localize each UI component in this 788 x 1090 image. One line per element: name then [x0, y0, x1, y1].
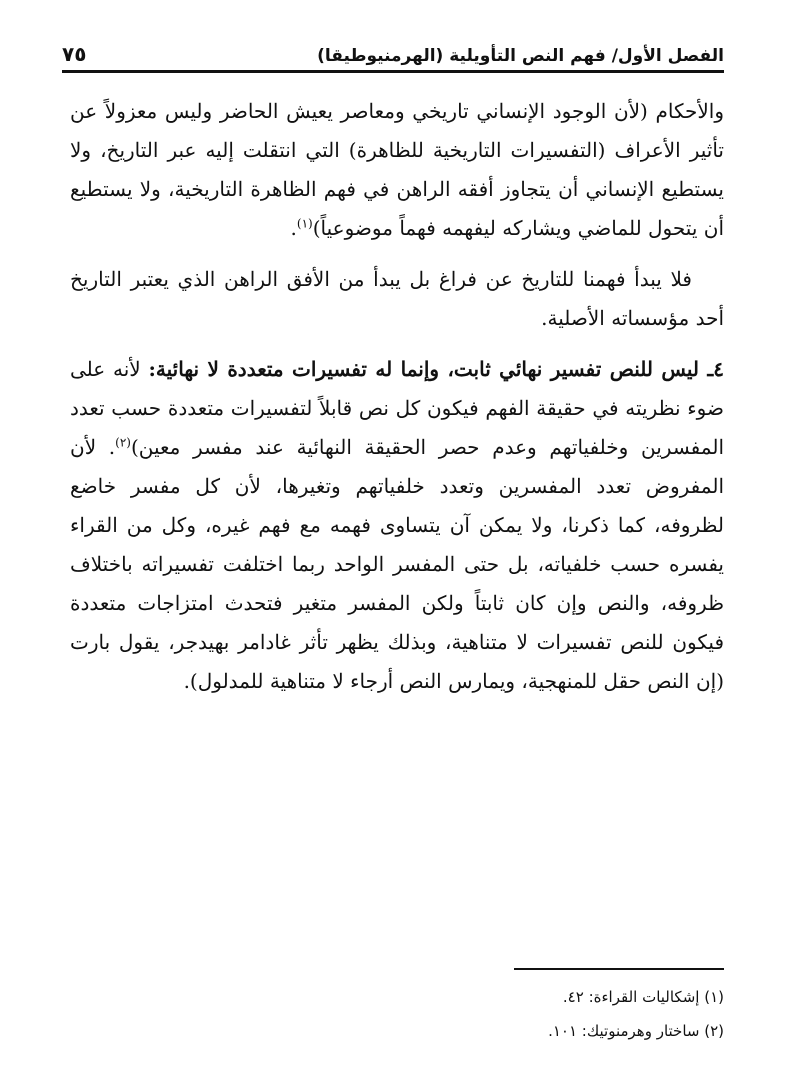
- paragraph-2-text: فلا يبدأ فهمنا للتاريخ عن فراغ بل يبدأ من الأفق الراهن الذي يعتبر التاريخ أحد مؤسساته الأصلية.: [70, 267, 724, 330]
- paragraph-1: [70, 92, 724, 248]
- paragraph-3-text-a: لأنه على ضوء نظريته في حقيقة الفهم فيكون كل نص قابلاً لتفسيرات متعددة حسب تعدد المفسرين وخلفياتهم وعدم حصر الحقيقة النهائية عند مفسر معين): [70, 357, 724, 459]
- paragraph-3: [70, 350, 724, 701]
- running-header: [62, 30, 724, 66]
- footnote-1: (١) إشكاليات القراءة: ٤٢.: [562, 988, 724, 1006]
- main-text: [70, 92, 724, 713]
- paragraph-1-text: والأحكام (لأن الوجود الإنساني تاريخي ومعاصر يعيش الحاضر وليس معزولاً عن تأثير الأعراف (التفسيرات التاريخية للظاهرة) التي انتقلت إليه عبر التاريخ، ولا يستطيع الإنساني أن يتجاوز أفقه الراهن في فهم الظاهرة التاريخية، ولا يستطيع أن يتحول للماضي ويشاركه ليفهمه فهماً موضوعياً): [70, 99, 724, 240]
- chapter-title: الفصل الأول/ فهم النص التأويلية (الهرمنيوطيقا): [317, 46, 724, 66]
- paragraph-2: [70, 260, 724, 338]
- header-rule: [62, 70, 724, 73]
- page-number: ٧٥: [62, 42, 87, 66]
- paragraph-3-text-b: . لأن المفروض تعدد المفسرين وتعدد خلفياتهم وتغيرها، لأن كل مفسر خاضع لظروفه، كما ذكرنا، ولا يمكن آن يتساوى فهمه مع فهم غيره، وكل من القراء يفسره حسب خلفياته، بل حتى المفسر الواحد ربما اختلفت تفسيراته باختلاف ظروفه، والنص وإن كان ثابتاً ولكن المفسر متغير فتحدث امتزاجات متعددة فيكون للنص تفسيرات لا متناهية، وبذلك يظهر تأثر غادامر بهيدجر، يقول بارت (إن النص حقل للمنهجية، ويمارس النص أرجاء لا متناهية للمدلول).: [70, 435, 725, 693]
- footnote-2: (٢) ساختار وهرمنوتيك: ١٠١.: [548, 1022, 724, 1040]
- footnote-ref-2: (٢): [115, 435, 131, 450]
- footnotes: [300, 980, 724, 1048]
- footnote-rule: [514, 968, 724, 970]
- section-4-heading: ٤ـ ليس للنص تفسير نهائي ثابت، وإنما له تفسيرات متعددة لا نهائية:: [148, 357, 725, 381]
- footnote-ref-1: (١): [296, 216, 313, 231]
- paragraph-1-end: .: [290, 216, 297, 240]
